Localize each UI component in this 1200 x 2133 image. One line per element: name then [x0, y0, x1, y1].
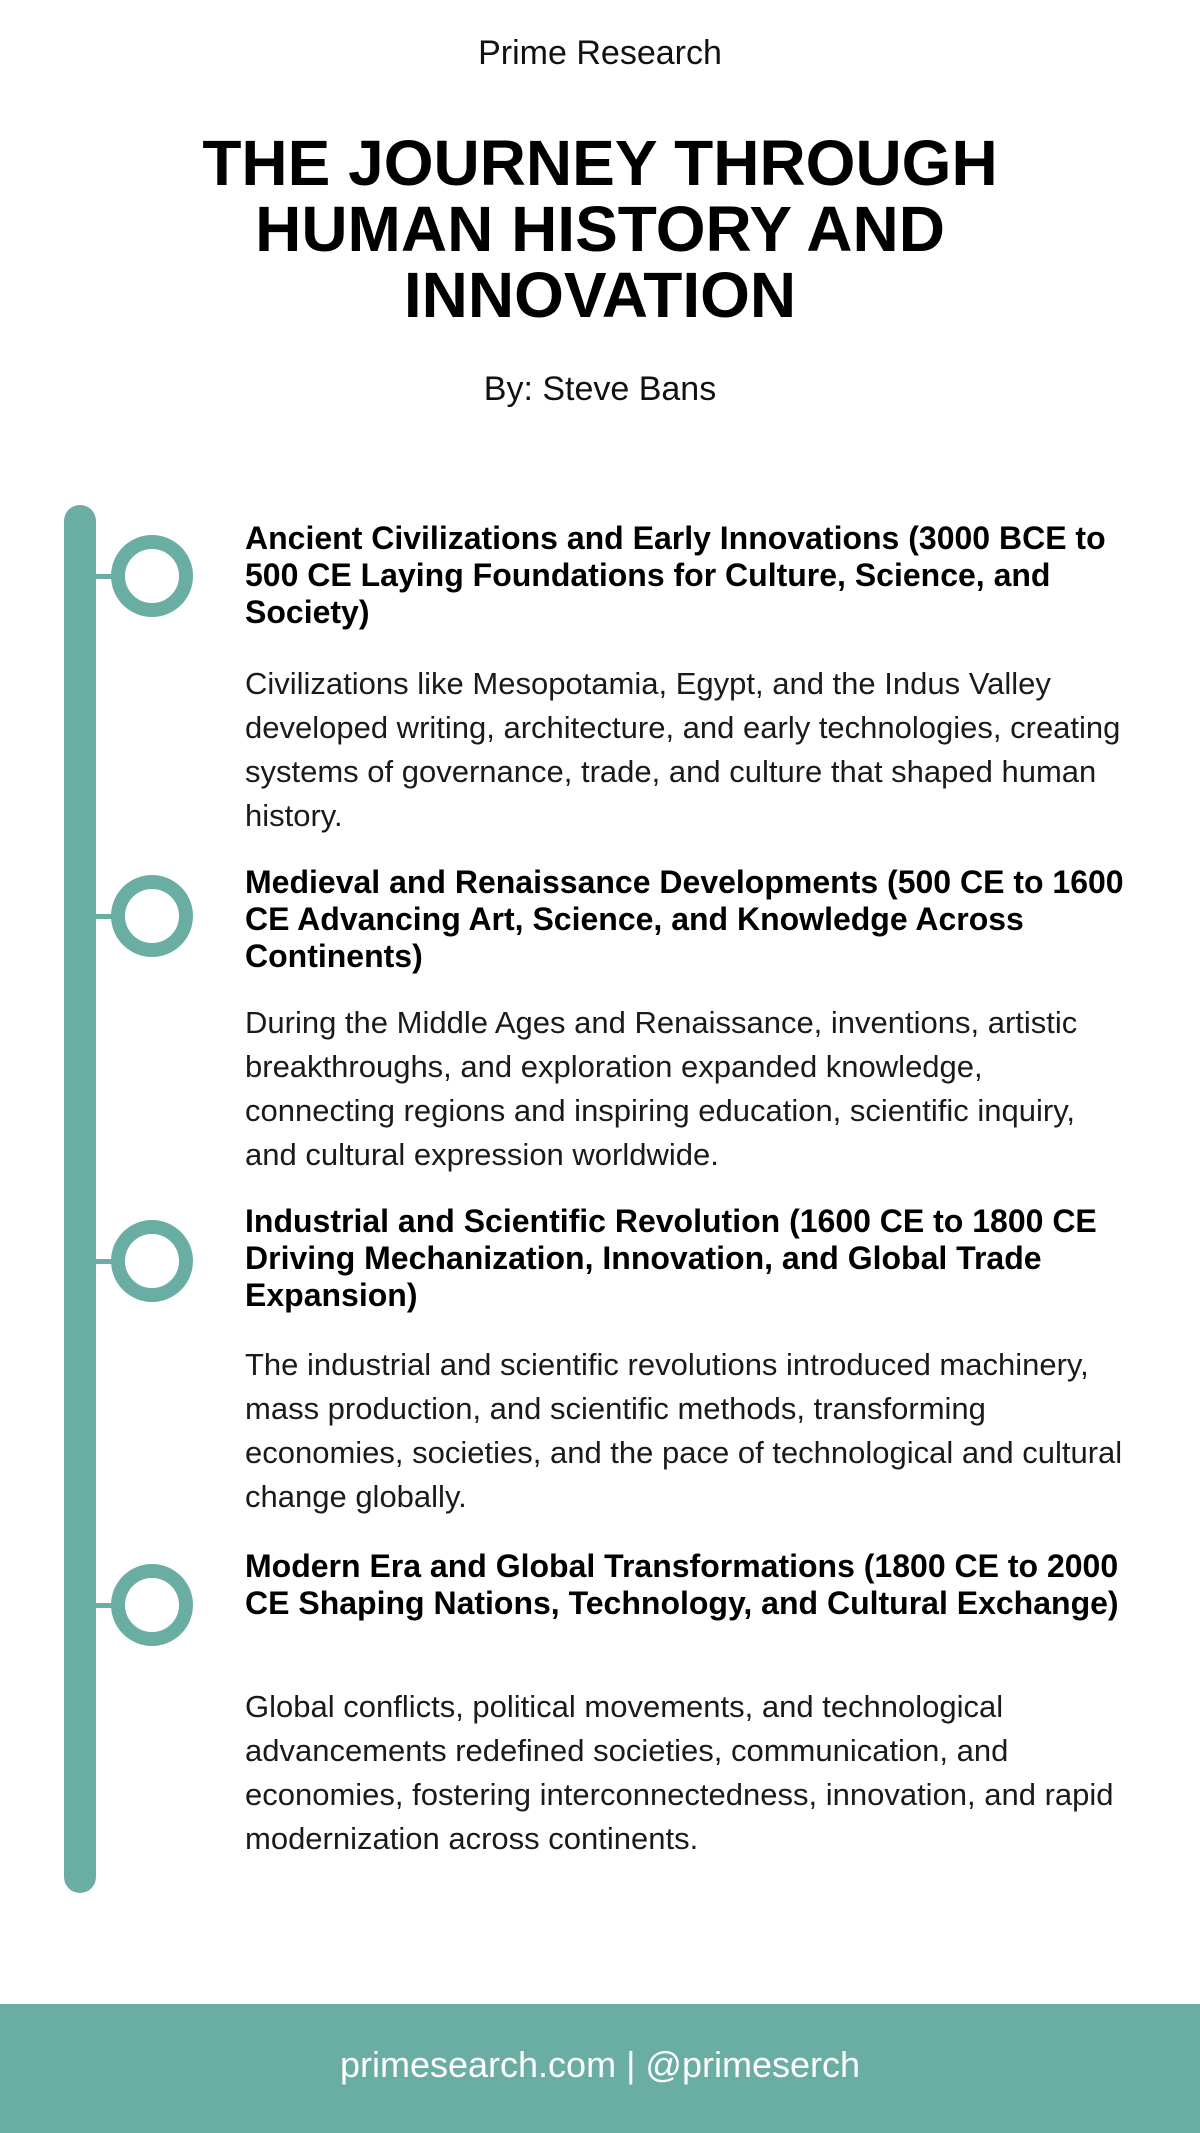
section-body: Global conflicts, political movements, and technological advancements redefined societies, communication, and economies, fostering interconnectedness, innovation, and rapid modernization across continents.: [245, 1689, 1114, 1856]
author-byline: By: Steve Bans: [483, 370, 717, 408]
section-title: Medieval and Renaissance Developments (500 CE to 1600 CE Advancing Art, Science, and Knowledge Across Continents): [245, 864, 1124, 974]
brand-name: Prime Research: [478, 34, 722, 72]
timeline-node-icon: [111, 1564, 193, 1646]
section-body: The industrial and scientific revolutions introduced machinery, mass production, and scientific methods, transforming economies, societies, and the pace of technological and cultural change globally.: [245, 1347, 1123, 1514]
section-title: Ancient Civilizations and Early Innovations (3000 BCE to 500 CE Laying Foundations for Culture, Science, and Society): [245, 520, 1106, 630]
section-title: Modern Era and Global Transformations (1800 CE to 2000 CE Shaping Nations, Technology, and Cultural Exchange): [245, 1548, 1119, 1621]
section-title: Industrial and Scientific Revolution (1600 CE to 1800 CE Driving Mechanization, Innovation, and Global Trade Expansion): [245, 1203, 1097, 1313]
section-body: Civilizations like Mesopotamia, Egypt, and the Indus Valley developed writing, architecture, and early technologies, creating systems of governance, trade, and culture that shaped human history.: [245, 666, 1121, 833]
section-body: During the Middle Ages and Renaissance, inventions, artistic breakthroughs, and exploration expanded knowledge, connecting regions and inspiring education, scientific inquiry, and cultural expression worldwide.: [245, 1005, 1078, 1172]
timeline-bar: [64, 505, 96, 1893]
footer-contact[interactable]: primesearch.com | @primeserch: [339, 2044, 861, 2085]
timeline-node-icon: [111, 1220, 193, 1302]
page-title: THE JOURNEY THROUGH HUMAN HISTORY AND INNOVATION: [202, 127, 998, 331]
timeline-node-icon: [111, 875, 193, 957]
timeline-node-icon: [111, 535, 193, 617]
